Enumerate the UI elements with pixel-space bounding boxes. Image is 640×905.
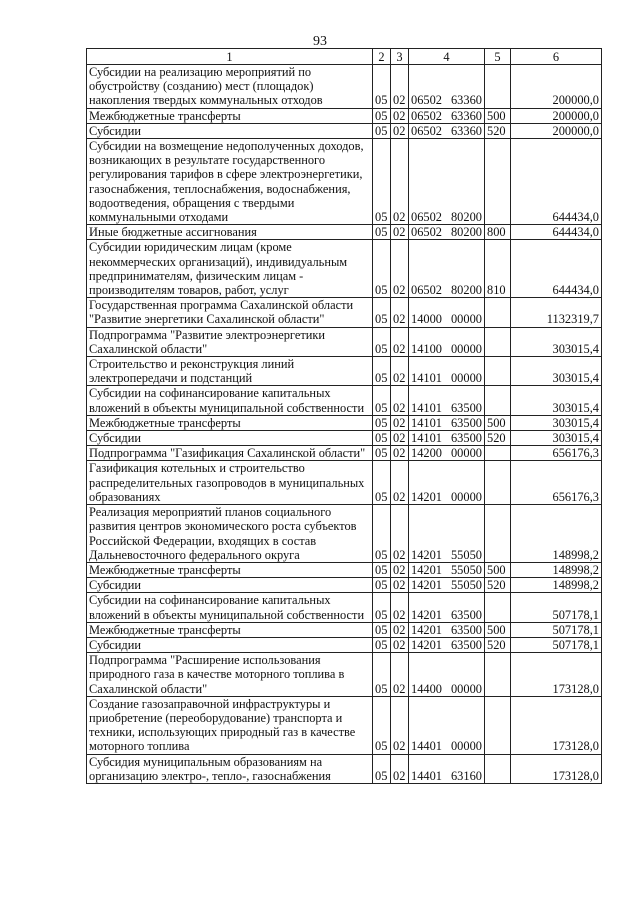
row-expense-type (485, 327, 511, 356)
row-target-code-part2: 55050 (450, 562, 482, 577)
row-amount: 173128,0 (511, 653, 602, 697)
table-row (87, 298, 602, 327)
row-amount: 148998,2 (511, 505, 602, 563)
row-target-code-part2: 80200 (450, 283, 482, 298)
row-target-code-part1: 06502 (411, 93, 442, 108)
row-target-code-part2: 80200 (450, 225, 482, 240)
row-amount: 173128,0 (511, 696, 602, 754)
row-expense-type: 520 (485, 431, 511, 446)
row-target-code (409, 637, 485, 652)
row-expense-type: 500 (485, 415, 511, 430)
row-target-code (409, 461, 485, 505)
row-amount: 148998,2 (511, 578, 602, 593)
row-name: Подпрограмма "Расширение использования природного газа в качестве моторного топлива в Сахалинской области" (87, 653, 373, 697)
row-subsection-code: 02 (391, 562, 409, 577)
row-target-code (409, 653, 485, 697)
row-name: Подпрограмма "Развитие электроэнергетики Сахалинской области" (87, 327, 373, 356)
row-target-code-part1: 14201 (411, 637, 442, 652)
table-row (87, 562, 602, 577)
row-section-code: 05 (373, 505, 391, 563)
row-section-code: 05 (373, 653, 391, 697)
row-subsection-code: 02 (391, 754, 409, 783)
row-expense-type (485, 505, 511, 563)
row-target-code-part1: 14101 (411, 415, 442, 430)
row-expense-type: 520 (485, 123, 511, 138)
row-name: Субсидии на софинансирование капитальных вложений в объекты муниципальной собственности (87, 386, 373, 415)
row-name: Субсидии (87, 431, 373, 446)
row-amount: 644434,0 (511, 240, 602, 298)
row-target-code-part1: 14201 (411, 578, 442, 593)
row-target-code-part1: 06502 (411, 123, 442, 138)
row-amount: 303015,4 (511, 327, 602, 356)
row-name: Субсидии (87, 123, 373, 138)
table-row (87, 123, 602, 138)
row-target-code-part1: 14101 (411, 431, 442, 446)
table-row (87, 696, 602, 754)
table-row (87, 65, 602, 109)
row-subsection-code: 02 (391, 225, 409, 240)
row-target-code-part2: 63160 (450, 768, 482, 783)
row-section-code: 05 (373, 622, 391, 637)
header-col-2: 2 (373, 49, 391, 65)
row-target-code-part1: 06502 (411, 210, 442, 225)
table-row (87, 754, 602, 783)
row-target-code (409, 446, 485, 461)
row-name: Подпрограмма "Газификация Сахалинской области" (87, 446, 373, 461)
row-section-code: 05 (373, 431, 391, 446)
row-target-code-part2: 80200 (450, 210, 482, 225)
row-name: Субсидии на софинансирование капитальных вложений в объекты муниципальной собственности (87, 593, 373, 622)
row-expense-type (485, 461, 511, 505)
row-expense-type: 500 (485, 108, 511, 123)
row-amount: 200000,0 (511, 123, 602, 138)
row-expense-type (485, 386, 511, 415)
row-target-code (409, 298, 485, 327)
row-target-code-part2: 63500 (450, 607, 482, 622)
row-target-code (409, 505, 485, 563)
row-target-code-part2: 63500 (450, 400, 482, 415)
row-target-code-part1: 14201 (411, 622, 442, 637)
row-target-code (409, 327, 485, 356)
table-row (87, 240, 602, 298)
row-subsection-code: 02 (391, 108, 409, 123)
row-expense-type: 520 (485, 578, 511, 593)
row-name: Межбюджетные трансферты (87, 622, 373, 637)
row-section-code: 05 (373, 108, 391, 123)
row-section-code: 05 (373, 754, 391, 783)
row-subsection-code: 02 (391, 327, 409, 356)
header-col-6: 6 (511, 49, 602, 65)
row-name: Субсидии на реализацию мероприятий по обустройству (созданию) мест (площадок) накопления твердых коммунальных отходов (87, 65, 373, 109)
row-section-code: 05 (373, 240, 391, 298)
row-section-code: 05 (373, 461, 391, 505)
row-target-code-part2: 00000 (450, 739, 482, 754)
row-target-code-part2: 00000 (450, 312, 482, 327)
header-col-3: 3 (391, 49, 409, 65)
row-section-code: 05 (373, 593, 391, 622)
row-subsection-code: 02 (391, 240, 409, 298)
row-section-code: 05 (373, 637, 391, 652)
row-expense-type: 810 (485, 240, 511, 298)
row-target-code (409, 108, 485, 123)
row-target-code-part2: 63360 (450, 93, 482, 108)
row-section-code: 05 (373, 357, 391, 386)
budget-table (86, 48, 602, 784)
row-target-code (409, 65, 485, 109)
table-row (87, 139, 602, 225)
row-target-code-part1: 14100 (411, 341, 442, 356)
row-expense-type: 500 (485, 622, 511, 637)
row-amount: 303015,4 (511, 415, 602, 430)
row-target-code-part2: 00000 (450, 371, 482, 386)
row-expense-type: 800 (485, 225, 511, 240)
row-section-code: 05 (373, 578, 391, 593)
row-target-code-part1: 14201 (411, 489, 442, 504)
row-target-code-part2: 55050 (450, 547, 482, 562)
row-amount: 507178,1 (511, 622, 602, 637)
row-subsection-code: 02 (391, 505, 409, 563)
row-target-code-part1: 14200 (411, 446, 442, 461)
row-target-code-part2: 00000 (450, 681, 482, 696)
row-amount: 644434,0 (511, 139, 602, 225)
table-row (87, 446, 602, 461)
row-subsection-code: 02 (391, 578, 409, 593)
row-subsection-code: 02 (391, 446, 409, 461)
header-col-4: 4 (409, 49, 485, 65)
table-row (87, 225, 602, 240)
row-target-code-part1: 14000 (411, 312, 442, 327)
row-subsection-code: 02 (391, 461, 409, 505)
row-section-code: 05 (373, 327, 391, 356)
row-target-code (409, 754, 485, 783)
table-row (87, 578, 602, 593)
row-target-code-part1: 06502 (411, 283, 442, 298)
row-expense-type (485, 65, 511, 109)
row-amount: 644434,0 (511, 225, 602, 240)
row-name: Субсидии на возмещение недополученных доходов, возникающих в результате государственного регулирования тарифов в сфере электроэнергетики, газоснабжения, теплоснабжения, водоснабжения, водоотведения, обращения с твердыми коммунальными отходами (87, 139, 373, 225)
row-target-code-part2: 63500 (450, 431, 482, 446)
row-expense-type (485, 593, 511, 622)
table-row (87, 327, 602, 356)
row-section-code: 05 (373, 65, 391, 109)
row-target-code (409, 123, 485, 138)
row-section-code: 05 (373, 298, 391, 327)
row-amount: 507178,1 (511, 637, 602, 652)
row-subsection-code: 02 (391, 653, 409, 697)
header-row (87, 49, 602, 65)
row-target-code-part1: 14401 (411, 768, 442, 783)
row-amount: 200000,0 (511, 108, 602, 123)
row-subsection-code: 02 (391, 123, 409, 138)
header-col-1: 1 (87, 49, 373, 65)
table-row (87, 357, 602, 386)
row-target-code-part2: 63500 (450, 622, 482, 637)
row-name: Субсидии (87, 637, 373, 652)
row-target-code-part2: 55050 (450, 578, 482, 593)
row-target-code (409, 431, 485, 446)
row-subsection-code: 02 (391, 357, 409, 386)
row-expense-type (485, 446, 511, 461)
row-target-code (409, 139, 485, 225)
row-section-code: 05 (373, 562, 391, 577)
row-amount: 148998,2 (511, 562, 602, 577)
row-expense-type (485, 653, 511, 697)
row-subsection-code: 02 (391, 696, 409, 754)
row-name: Субсидии (87, 578, 373, 593)
table-row (87, 653, 602, 697)
row-target-code-part1: 14101 (411, 371, 442, 386)
row-target-code (409, 415, 485, 430)
row-target-code-part2: 63500 (450, 637, 482, 652)
row-target-code-part2: 63500 (450, 415, 482, 430)
row-section-code: 05 (373, 386, 391, 415)
row-name: Межбюджетные трансферты (87, 562, 373, 577)
row-target-code-part1: 14201 (411, 562, 442, 577)
row-section-code: 05 (373, 225, 391, 240)
row-section-code: 05 (373, 123, 391, 138)
row-amount: 200000,0 (511, 65, 602, 109)
row-name: Строительство и реконструкция линий электропередачи и подстанций (87, 357, 373, 386)
row-expense-type: 500 (485, 562, 511, 577)
row-subsection-code: 02 (391, 637, 409, 652)
row-target-code (409, 357, 485, 386)
table-row (87, 461, 602, 505)
row-subsection-code: 02 (391, 593, 409, 622)
row-subsection-code: 02 (391, 415, 409, 430)
row-target-code (409, 622, 485, 637)
table-row (87, 415, 602, 430)
row-subsection-code: 02 (391, 386, 409, 415)
row-name: Реализация мероприятий планов социального развития центров экономического роста субъектов Российской Федерации, входящих в состав Дальневосточного федерального округа (87, 505, 373, 563)
row-target-code (409, 696, 485, 754)
row-target-code (409, 386, 485, 415)
row-target-code (409, 562, 485, 577)
row-target-code (409, 225, 485, 240)
row-amount: 303015,4 (511, 386, 602, 415)
row-section-code: 05 (373, 139, 391, 225)
row-amount: 656176,3 (511, 461, 602, 505)
row-target-code-part1: 06502 (411, 108, 442, 123)
row-target-code-part2: 63360 (450, 108, 482, 123)
page-number: 93 (313, 34, 327, 49)
row-subsection-code: 02 (391, 622, 409, 637)
row-expense-type: 520 (485, 637, 511, 652)
row-amount: 1132319,7 (511, 298, 602, 327)
row-target-code-part1: 14101 (411, 400, 442, 415)
header-col-5: 5 (485, 49, 511, 65)
row-target-code-part2: 00000 (450, 489, 482, 504)
row-amount: 303015,4 (511, 431, 602, 446)
row-name: Государственная программа Сахалинской области "Развитие энергетики Сахалинской области" (87, 298, 373, 327)
table-row (87, 431, 602, 446)
row-target-code-part1: 14201 (411, 607, 442, 622)
row-target-code-part2: 00000 (450, 341, 482, 356)
table-row (87, 637, 602, 652)
row-expense-type (485, 696, 511, 754)
row-expense-type (485, 754, 511, 783)
row-amount: 303015,4 (511, 357, 602, 386)
row-name: Иные бюджетные ассигнования (87, 225, 373, 240)
row-subsection-code: 02 (391, 298, 409, 327)
table-row (87, 622, 602, 637)
row-target-code-part1: 06502 (411, 225, 442, 240)
row-target-code-part1: 14201 (411, 547, 442, 562)
row-name: Межбюджетные трансферты (87, 415, 373, 430)
row-name: Межбюджетные трансферты (87, 108, 373, 123)
table-row (87, 505, 602, 563)
row-expense-type (485, 357, 511, 386)
row-subsection-code: 02 (391, 65, 409, 109)
row-section-code: 05 (373, 415, 391, 430)
row-name: Субсидия муниципальным образованиям на организацию электро-, тепло-, газоснабжения (87, 754, 373, 783)
row-name: Создание газозаправочной инфраструктуры и приобретение (переоборудование) транспорта и техники, использующих природный газ в качестве моторного топлива (87, 696, 373, 754)
row-target-code-part2: 00000 (450, 446, 482, 461)
row-amount: 173128,0 (511, 754, 602, 783)
row-section-code: 05 (373, 446, 391, 461)
table-row (87, 108, 602, 123)
row-target-code-part1: 14400 (411, 681, 442, 696)
row-section-code: 05 (373, 696, 391, 754)
row-expense-type (485, 139, 511, 225)
row-name: Субсидии юридическим лицам (кроме некоммерческих организаций), индивидуальным предпринимателям, физическим лицам - производителям товаров, работ, услуг (87, 240, 373, 298)
table-row (87, 386, 602, 415)
row-amount: 656176,3 (511, 446, 602, 461)
row-name: Газификация котельных и строительство распределительных газопроводов в муниципальных образованиях (87, 461, 373, 505)
row-target-code (409, 593, 485, 622)
row-target-code (409, 578, 485, 593)
row-target-code (409, 240, 485, 298)
row-expense-type (485, 298, 511, 327)
row-subsection-code: 02 (391, 139, 409, 225)
row-subsection-code: 02 (391, 431, 409, 446)
table-row (87, 593, 602, 622)
row-target-code-part1: 14401 (411, 739, 442, 754)
row-target-code-part2: 63360 (450, 123, 482, 138)
row-amount: 507178,1 (511, 593, 602, 622)
